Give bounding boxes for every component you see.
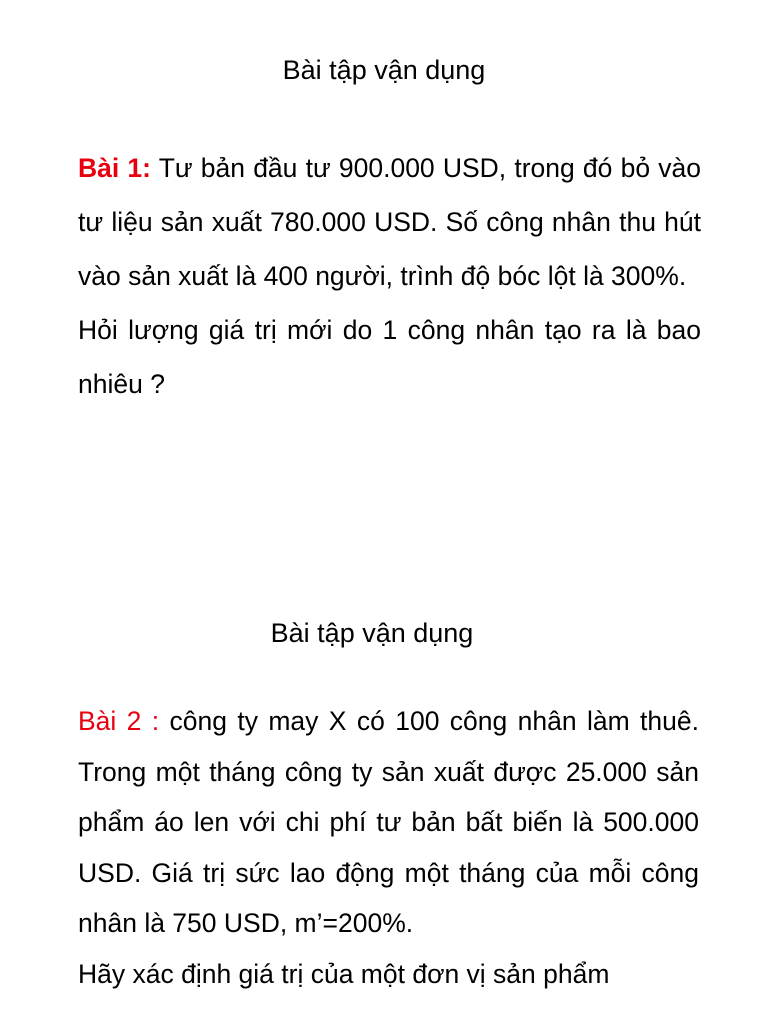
slide-1-title: Bài tập vận dụng xyxy=(282,55,486,85)
exercise-2-text: công ty may X có 100 công nhân làm thuê. Trong một tháng công ty sản xuất được 25.000 sản phẩm áo len với chi phí tư bản bất biến là 500.000 USD. Giá trị sức lao động một tháng của mỗi công nhân là 750 USD, m’=200%. xyxy=(78,706,699,938)
exercise-2-question: Hãy xác định giá trị của một đơn vị sản phẩm xyxy=(78,958,610,989)
exercise-2-statement xyxy=(78,696,699,949)
exercise-1-statement xyxy=(78,141,701,303)
exercise-2-label: Bài 2 : xyxy=(78,706,160,736)
exercise-1-question: Hỏi lượng giá trị mới do 1 công nhân tạo ra là bao nhiêu ? xyxy=(78,315,701,399)
exercise-1-label: Bài 1: xyxy=(78,153,151,183)
exercise-2 xyxy=(78,696,699,999)
exercise-1-text: Tư bản đầu tư 900.000 USD, trong đó bỏ vào tư liệu sản xuất 780.000 USD. Số công nhân thu hút vào sản xuất là 400 người, trình độ bóc lột là 300%. xyxy=(78,153,701,291)
exercise-1 xyxy=(78,141,701,411)
slide-2-title: Bài tập vận dụng xyxy=(270,618,474,648)
slide-2 xyxy=(0,560,768,1024)
